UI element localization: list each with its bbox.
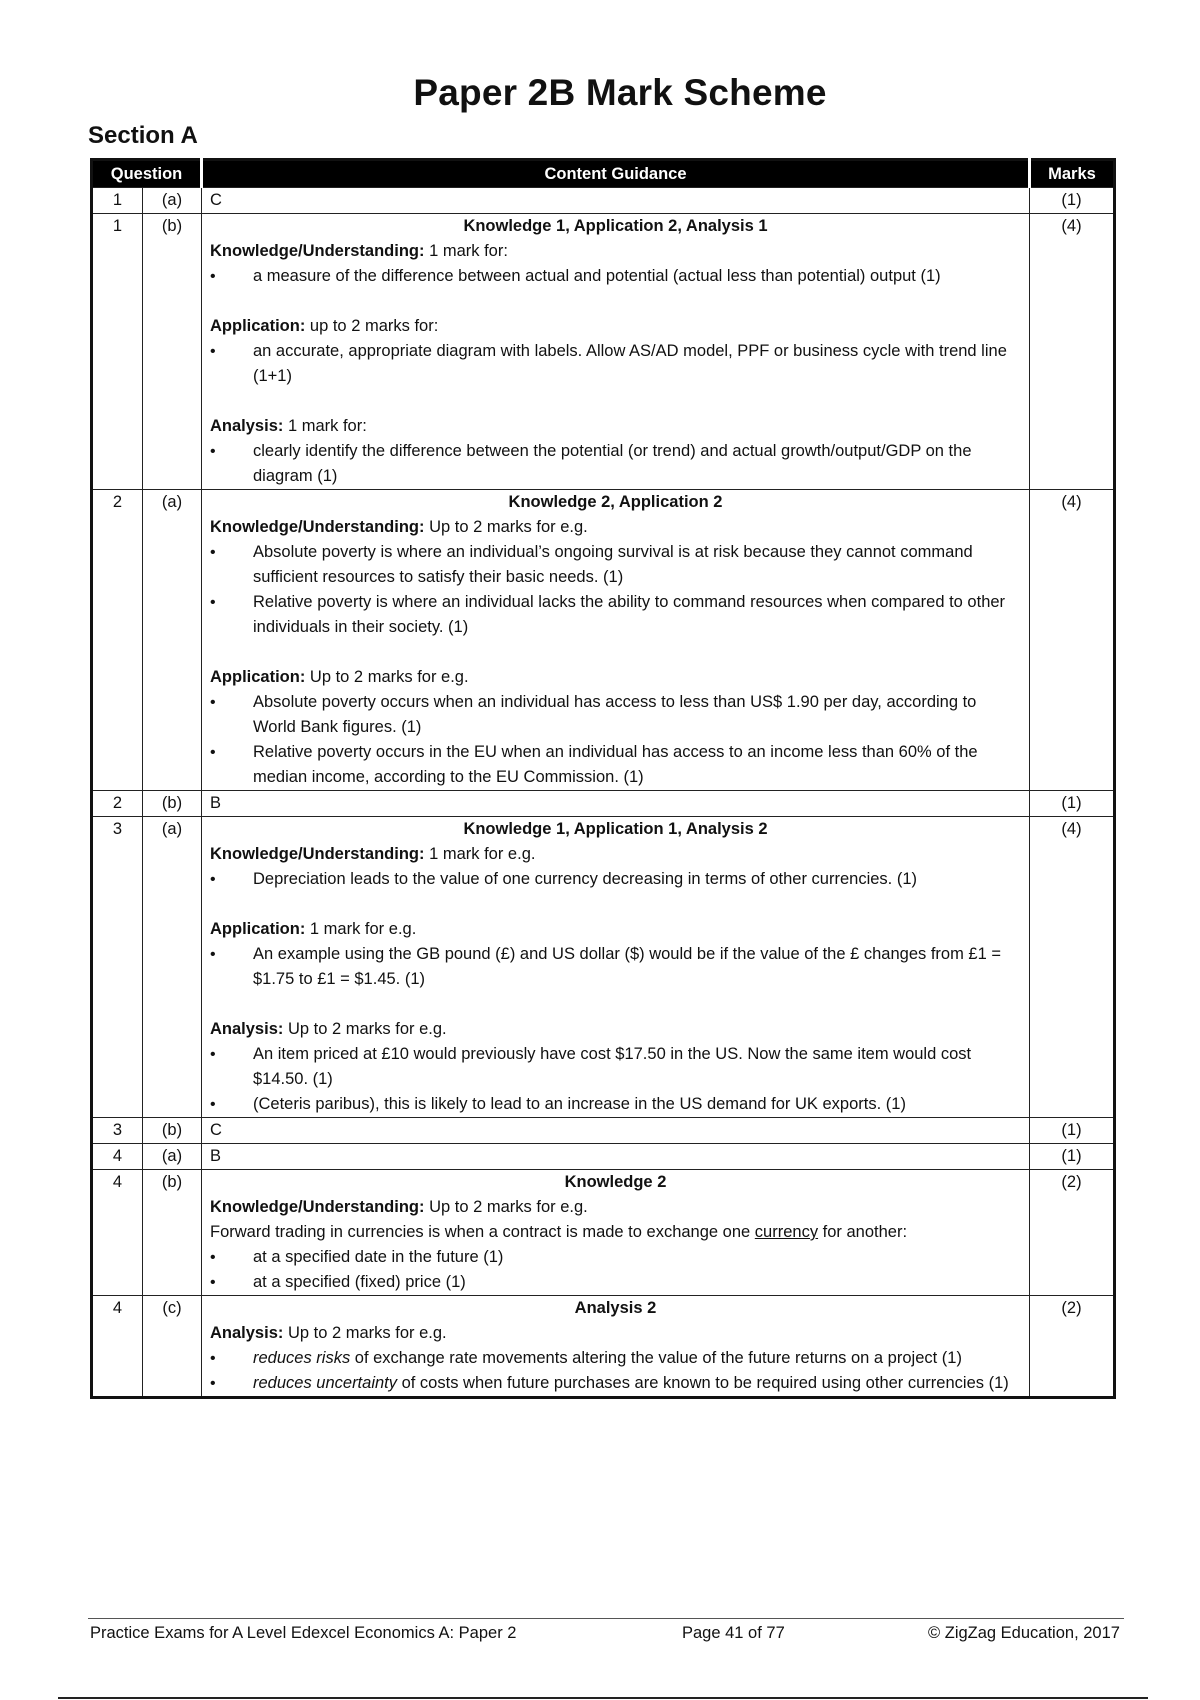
list-item: • Relative poverty occurs in the EU when an individual has access to an income less than 60% of the median income, according to the EU Commission. (1) [210, 740, 1021, 790]
page-title: Paper 2B Mark Scheme [413, 72, 827, 113]
knowledge-text: Up to 2 marks for e.g. [424, 518, 588, 536]
application-bullets [210, 690, 1021, 790]
analysis-bullets [210, 439, 1021, 489]
list-item: • Absolute poverty is where an individual’s ongoing survival is at risk because they cannot command sufficient resources to satisfy their basic needs. (1) [210, 540, 1021, 590]
analysis-label: Analysis: [210, 1020, 284, 1038]
question-part: (b) [143, 214, 202, 490]
definition-text-end: for another: [818, 1223, 908, 1241]
knowledge-intro [210, 239, 1021, 264]
knowledge-bullets [210, 540, 1021, 640]
question-number: 4 [92, 1296, 143, 1398]
analysis-text: 1 mark for: [283, 417, 367, 435]
application-intro [210, 314, 1021, 339]
footer-page-number: Page 41 of 77 [682, 1624, 785, 1642]
application-label: Application: [210, 668, 306, 686]
content-guidance [202, 214, 1030, 490]
question-number: 3 [92, 1118, 143, 1144]
section-heading: Section A [88, 122, 198, 149]
skills-heading: Knowledge 1, Application 1, Analysis 2 [463, 820, 768, 838]
marks: (1) [1030, 1118, 1115, 1144]
list-item: • Relative poverty is where an individual lacks the ability to command resources when compared to other individuals in their society. (1) [210, 590, 1021, 640]
skills-heading: Analysis 2 [574, 1299, 657, 1317]
page-edge-line [58, 1697, 1148, 1699]
application-text: 1 mark for e.g. [305, 920, 417, 938]
skills-heading: Knowledge 2 [564, 1173, 667, 1191]
question-part: (a) [143, 817, 202, 1118]
knowledge-intro [210, 842, 1021, 867]
table-row-1a [92, 188, 1115, 214]
header-marks: Marks [1030, 160, 1115, 188]
question-part: (b) [143, 791, 202, 817]
table-row-4a [92, 1144, 1115, 1170]
marks: (2) [1030, 1170, 1115, 1296]
question-part: (a) [143, 1144, 202, 1170]
skills-heading: Knowledge 1, Application 2, Analysis 1 [463, 217, 768, 235]
question-number: 1 [92, 214, 143, 490]
knowledge-label: Knowledge/Understanding: [210, 845, 425, 863]
knowledge-bullets [210, 867, 1021, 892]
definition-underlined: currency [754, 1223, 819, 1241]
analysis-bullets [210, 1346, 1021, 1396]
list-item: • (Ceteris paribus), this is likely to lead to an increase in the US demand for UK exports. (1) [210, 1092, 1021, 1117]
marks: (1) [1030, 188, 1115, 214]
marks: (4) [1030, 214, 1115, 490]
question-part: (c) [143, 1296, 202, 1398]
answer: B [202, 1144, 1030, 1170]
answer: C [202, 1118, 1030, 1144]
analysis-text: Up to 2 marks for e.g. [283, 1020, 447, 1038]
question-part: (b) [143, 1170, 202, 1296]
knowledge-bullets [210, 264, 1021, 289]
question-number: 4 [92, 1170, 143, 1296]
knowledge-label: Knowledge/Understanding: [210, 518, 425, 536]
question-number: 2 [92, 791, 143, 817]
definition-text: Forward trading in currencies is when a contract is made to exchange one [210, 1223, 755, 1241]
knowledge-bullets [210, 1245, 1021, 1295]
table-row-4c [92, 1296, 1115, 1398]
application-intro [210, 917, 1021, 942]
application-bullets [210, 339, 1021, 389]
content-guidance [202, 490, 1030, 791]
table-row-3b [92, 1118, 1115, 1144]
list-item: • at a specified (fixed) price (1) [210, 1270, 1021, 1295]
list-item: • An item priced at £10 would previously have cost $17.50 in the US. Now the same item would cost $14.50. (1) [210, 1042, 1021, 1092]
analysis-label: Analysis: [210, 417, 284, 435]
question-part: (a) [143, 490, 202, 791]
application-text: up to 2 marks for: [305, 317, 439, 335]
question-part: (a) [143, 188, 202, 214]
list-item: • an accurate, appropriate diagram with labels. Allow AS/AD model, PPF or business cycle with trend line (1+1) [210, 339, 1021, 389]
header-content-guidance: Content Guidance [202, 160, 1030, 188]
knowledge-text: 1 mark for e.g. [424, 845, 536, 863]
bullet-text: of exchange rate movements altering the value of the future returns on a project (1) [350, 1349, 962, 1367]
question-number: 4 [92, 1144, 143, 1170]
list-item: • An example using the GB pound (£) and US dollar ($) would be if the value of the £ changes from £1 = $1.75 to £1 = $1.45. (1) [210, 942, 1021, 992]
marks: (4) [1030, 817, 1115, 1118]
question-number: 2 [92, 490, 143, 791]
bullet-text: of costs when future purchases are known to be required using other currencies (1) [397, 1374, 1009, 1392]
emphasis: reduces uncertainty [253, 1374, 397, 1392]
marks: (1) [1030, 1144, 1115, 1170]
definition-line [210, 1220, 1021, 1245]
application-text: Up to 2 marks for e.g. [305, 668, 469, 686]
list-item: • Absolute poverty occurs when an individual has access to less than US$ 1.90 per day, according to World Bank figures. (1) [210, 690, 1021, 740]
knowledge-label: Knowledge/Understanding: [210, 1198, 425, 1216]
emphasis: reduces risks [253, 1349, 351, 1367]
knowledge-intro [210, 515, 1021, 540]
content-guidance [202, 817, 1030, 1118]
skills-heading: Knowledge 2, Application 2 [508, 493, 723, 511]
analysis-intro [210, 1017, 1021, 1042]
question-number: 3 [92, 817, 143, 1118]
application-intro [210, 665, 1021, 690]
content-guidance [202, 1296, 1030, 1398]
marks: (2) [1030, 1296, 1115, 1398]
analysis-intro [210, 414, 1021, 439]
table-row-2a [92, 490, 1115, 791]
header-question: Question [92, 160, 202, 188]
table-row-2b [92, 791, 1115, 817]
list-item: • clearly identify the difference between the potential (or trend) and actual growth/output/GDP on the diagram (1) [210, 439, 1021, 489]
table-row-1b [92, 214, 1115, 490]
analysis-bullets [210, 1042, 1021, 1117]
table-header-row [92, 160, 1115, 188]
knowledge-intro [210, 1195, 1021, 1220]
application-label: Application: [210, 317, 306, 335]
list-item [210, 1346, 1021, 1371]
footer-copyright: © ZigZag Education, 2017 [928, 1624, 1120, 1642]
knowledge-label: Knowledge/Understanding: [210, 242, 425, 260]
list-item: • Depreciation leads to the value of one currency decreasing in terms of other currencies. (1) [210, 867, 1021, 892]
marks: (4) [1030, 490, 1115, 791]
marks: (1) [1030, 791, 1115, 817]
question-number: 1 [92, 188, 143, 214]
table-row-3a [92, 817, 1115, 1118]
application-label: Application: [210, 920, 306, 938]
footer-left: Practice Exams for A Level Edexcel Economics A: Paper 2 [90, 1624, 517, 1642]
list-item [210, 1371, 1021, 1396]
answer: C [202, 188, 1030, 214]
analysis-text: Up to 2 marks for e.g. [283, 1324, 447, 1342]
footer-divider [88, 1618, 1124, 1619]
analysis-intro [210, 1321, 1021, 1346]
question-part: (b) [143, 1118, 202, 1144]
mark-scheme-table [90, 158, 1116, 1399]
content-guidance [202, 1170, 1030, 1296]
list-item: • at a specified date in the future (1) [210, 1245, 1021, 1270]
application-bullets [210, 942, 1021, 992]
knowledge-text: Up to 2 marks for e.g. [424, 1198, 588, 1216]
answer: B [202, 791, 1030, 817]
analysis-label: Analysis: [210, 1324, 284, 1342]
table-row-4b [92, 1170, 1115, 1296]
knowledge-text: 1 mark for: [424, 242, 508, 260]
list-item: • a measure of the difference between actual and potential (actual less than potential) output (1) [210, 264, 1021, 289]
